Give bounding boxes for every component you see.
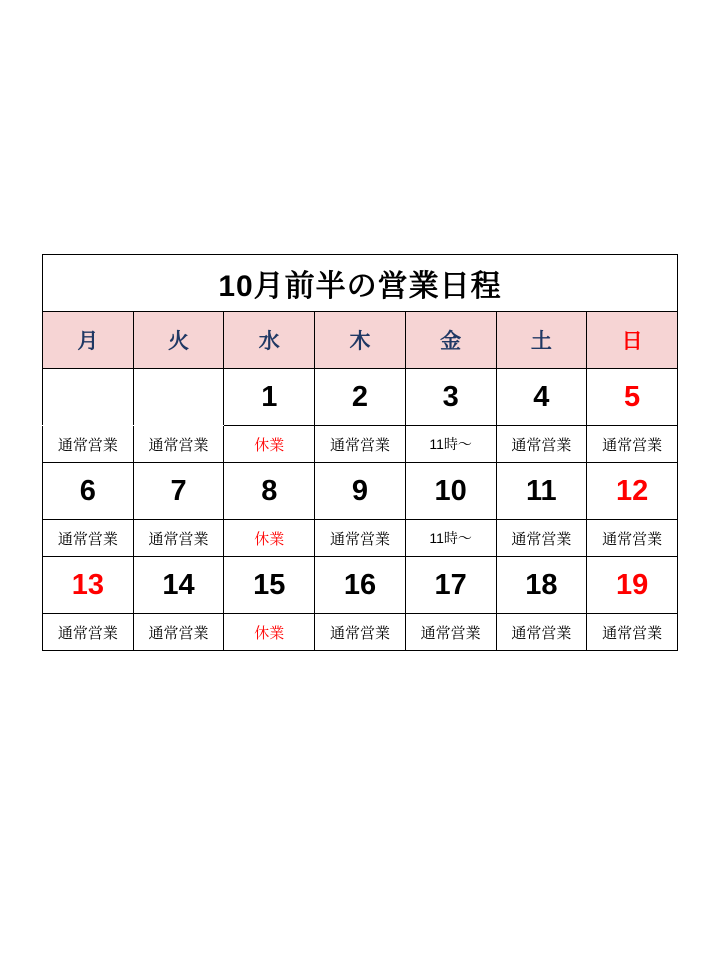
day-number: 4	[496, 369, 587, 426]
day-number: 9	[315, 463, 406, 520]
day-number: 7	[133, 463, 224, 520]
day-number: 3	[405, 369, 496, 426]
day-number: 5	[587, 369, 678, 426]
day-number: 8	[224, 463, 315, 520]
day-note: 通常営業	[405, 614, 496, 651]
day-number: 12	[587, 463, 678, 520]
calendar-container	[42, 254, 678, 651]
day-note: 休業	[224, 426, 315, 463]
calendar-week-notes-row	[43, 614, 678, 651]
day-number: 10	[405, 463, 496, 520]
day-number: 14	[133, 557, 224, 614]
day-note: 休業	[224, 614, 315, 651]
day-number: 17	[405, 557, 496, 614]
day-note: 休業	[224, 520, 315, 557]
day-note: 通常営業	[587, 614, 678, 651]
day-number	[43, 369, 134, 426]
calendar-week-notes-row	[43, 426, 678, 463]
day-note: 通常営業	[496, 426, 587, 463]
day-note: 通常営業	[496, 614, 587, 651]
day-number	[133, 369, 224, 426]
calendar-week-notes-row	[43, 520, 678, 557]
calendar-week-numbers-row	[43, 557, 678, 614]
day-note: 通常営業	[496, 520, 587, 557]
day-note: 通常営業	[315, 520, 406, 557]
weekday-header-thu: 木	[315, 312, 406, 369]
day-note: 通常営業	[315, 614, 406, 651]
day-note: 通常営業	[43, 614, 134, 651]
weekday-header-sat: 土	[496, 312, 587, 369]
day-note: 11時～	[405, 520, 496, 557]
day-number: 1	[224, 369, 315, 426]
calendar-week-numbers-row	[43, 369, 678, 426]
weekday-header-mon: 月	[43, 312, 134, 369]
calendar-title-row	[43, 255, 678, 312]
weekday-header-fri: 金	[405, 312, 496, 369]
day-number: 6	[43, 463, 134, 520]
day-note: 通常営業	[315, 426, 406, 463]
day-number: 11	[496, 463, 587, 520]
day-number: 13	[43, 557, 134, 614]
day-note: 通常営業	[133, 520, 224, 557]
day-note: 通常営業	[43, 520, 134, 557]
day-number: 15	[224, 557, 315, 614]
weekday-header-row	[43, 312, 678, 369]
day-number: 16	[315, 557, 406, 614]
calendar-title: 10月前半の営業日程	[43, 255, 678, 312]
day-note: 11時～	[405, 426, 496, 463]
business-schedule-calendar	[42, 254, 678, 651]
day-note: 通常営業	[587, 520, 678, 557]
day-note: 通常営業	[133, 614, 224, 651]
weekday-header-wed: 水	[224, 312, 315, 369]
day-number: 18	[496, 557, 587, 614]
day-note: 通常営業	[43, 426, 134, 463]
weekday-header-sun: 日	[587, 312, 678, 369]
day-note: 通常営業	[133, 426, 224, 463]
day-note: 通常営業	[587, 426, 678, 463]
day-number: 19	[587, 557, 678, 614]
weekday-header-tue: 火	[133, 312, 224, 369]
day-number: 2	[315, 369, 406, 426]
calendar-week-numbers-row	[43, 463, 678, 520]
